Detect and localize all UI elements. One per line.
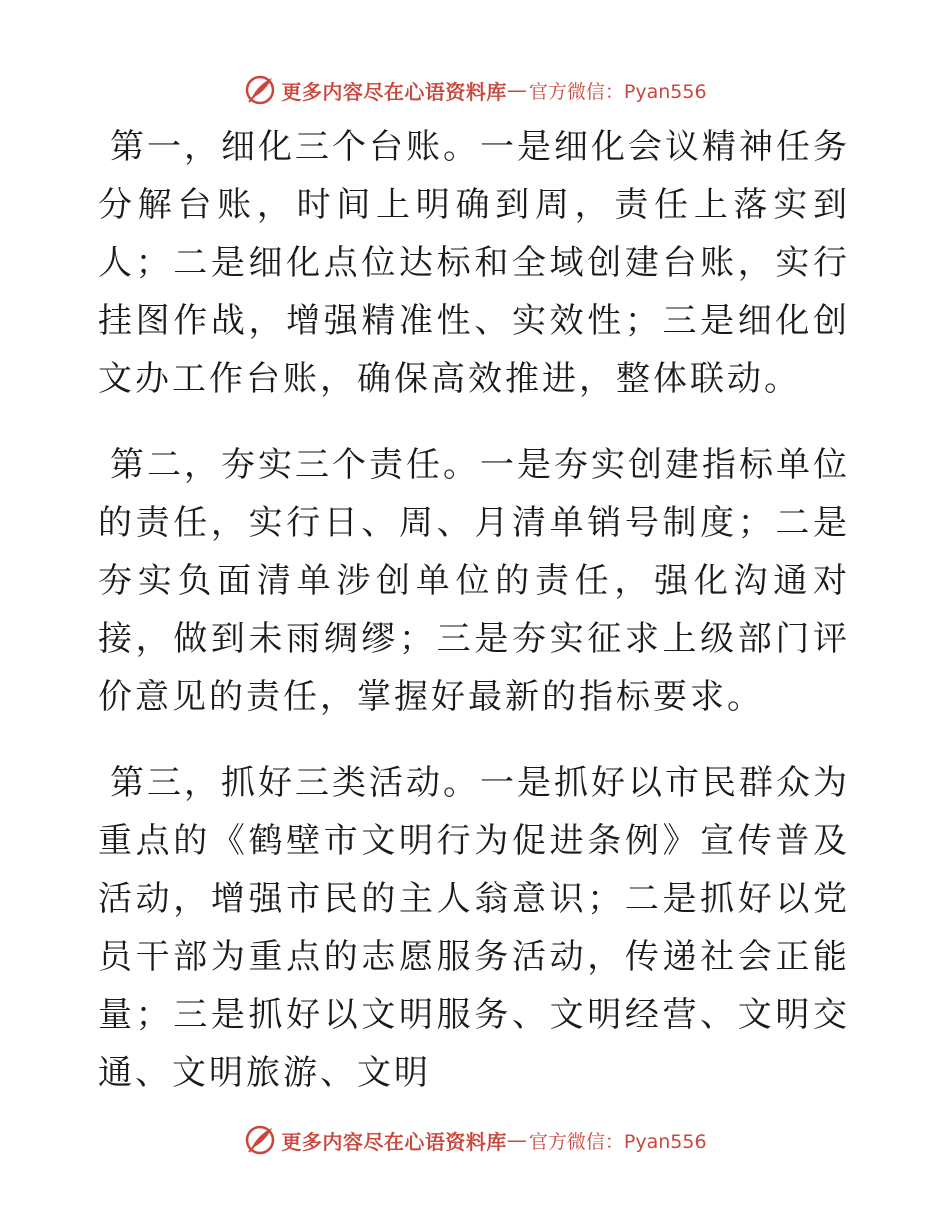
header-separator: — (506, 78, 527, 102)
footer-wechat: 官方微信：Pyan556 (528, 1130, 707, 1153)
footer-banner (0, 1120, 950, 1160)
paragraph-3: 第三，抓好三类活动。一是抓好以市民群众为重点的《鹤壁市文明行为促进条例》宣传普及活动，增强市民的主人翁意识；二是抓好以党员干部为重点的志愿服务活动，传递社会正能量；三是抓好以文明服务、文明经营、文明交通、文明旅游、文明 (98, 763, 850, 1093)
feather-pen-circle-icon (243, 1123, 277, 1157)
feather-pen-circle-icon (243, 73, 277, 107)
header-wechat: 官方微信：Pyan556 (528, 80, 707, 103)
paragraph-2: 第二，夯实三个责任。一是夯实创建指标单位的责任，实行日、周、月清单销号制度；二是夯实负面清单涉创单位的责任，强化沟通对接，做到未雨绸缪；三是夯实征求上级部门评价意见的责任，掌握好最新的指标要求。 (98, 445, 850, 717)
footer-separator: — (506, 1128, 527, 1152)
paragraph-1: 第一，细化三个台账。一是细化会议精神任务分解台账，时间上明确到周，责任上落实到人；二是细化点位达标和全域创建台账，实行挂图作战，增强精准性、实效性；三是细化创文办工作台账，确保高效推进，整体联动。 (98, 127, 850, 399)
header-banner (0, 70, 950, 110)
document-body (98, 118, 850, 1130)
footer-slogan: 更多内容尽在心语资料库 (281, 1129, 507, 1154)
header-slogan: 更多内容尽在心语资料库 (281, 79, 507, 104)
